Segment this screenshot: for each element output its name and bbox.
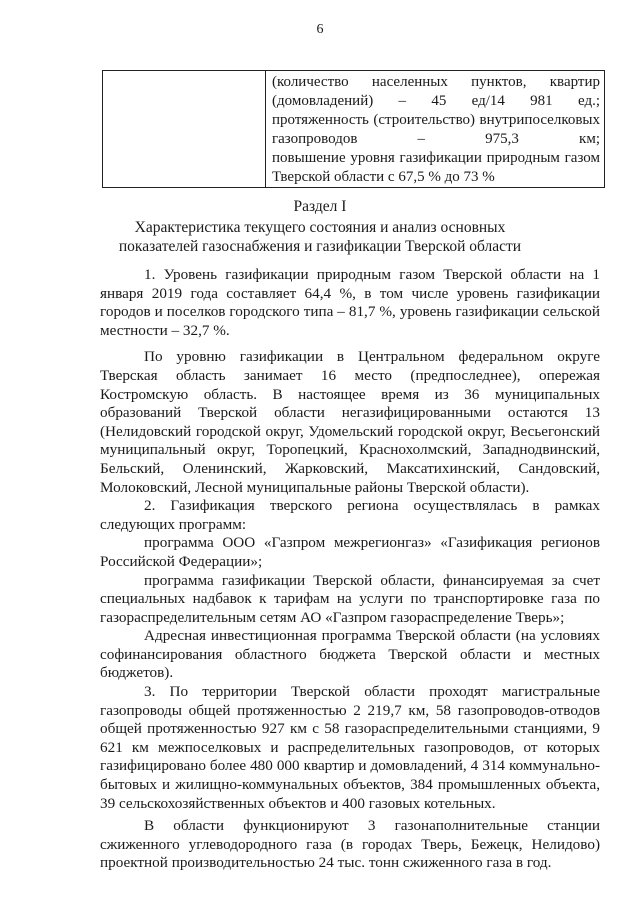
paragraph-gazprom-program: программа ООО «Газпром межрегионгаз» «Газификация регионов Российской Федерации»; (100, 534, 600, 570)
continuation-table (102, 70, 605, 188)
paragraph-investment-program: Адресная инвестиционная программа Тверской области (на условиях софинансирования областного бюджета Тверской области и местных бюджетов). (100, 627, 600, 682)
paragraph-pipelines: 3. По территории Тверской области проходят магистральные газопроводы общей протяженностью 2 219,7 км, 58 газопроводов-отводов общей протяженностью 927 км с 58 газораспределительными станциями, 9 621 км межпоселковых и распределительных газопроводов, от которых газифицировано более 480 000 квартир и домовладений, 4 314 коммунально-бытовых и жилищно-коммунальных объектов, 384 промышленных объекта, 39 сельскохозяйственных объектов и 400 газовых котельных. (100, 683, 600, 812)
table-row (103, 71, 605, 188)
page-number: 6 (316, 22, 324, 37)
paragraph-regional-program: программа газификации Тверской области, финансируемая за счет специальных надбавок к тарифам на услуги по транспортировке газа по газораспределительным сетям АО «Газпром газораспределение Тверь»; (100, 571, 600, 626)
section-heading: Раздел I (293, 198, 347, 215)
indicator-gasification-level: повышение уровня газификации природным газом Тверской области с 67,5 % до 73 % (272, 150, 600, 185)
section-title: Характеристика текущего состояния и анализ основных показателей газоснабжения и газификации Тверской области (118, 219, 522, 255)
indicator-settlements: (количество населенных пунктов, квартир (домовладений) – 45 ед/14 981 ед.; (272, 74, 600, 109)
paragraph-federal-ranking: По уровню газификации в Центральном федеральном округе Тверская область занимает 16 место (предпоследнее), опережая Костромскую область. В настоящее время из 36 муниципальных образований Тверской области негазифицированными остаются 13 (Нелидовский городской округ, Удомельский городской округ, Весьегонский муниципальный округ, Торопецкий, Краснохолмский, Западнодвинский, Бельский, Оленинский, Жарковский, Максатихинский, Сандовский, Молоковский, Лесной муниципальные районы Тверской области). (100, 348, 600, 496)
paragraph-lpg-stations: В области функционируют 3 газонаполнительные станции сжиженного углеводородного газа (в городах Тверь, Бежецк, Нелидово) проектной производительностью 24 тыс. тонн сжиженного газа в год. (100, 817, 600, 872)
table-cell-indicators (266, 71, 605, 188)
body-text (100, 266, 600, 873)
table-cell-empty (103, 71, 266, 188)
paragraph-programs-intro: 2. Газификация тверского региона осуществлялась в рамках следующих программ: (100, 497, 600, 533)
indicator-pipeline-length: протяженность (строительство) внутрипоселковых газопроводов – 975,3 км; (272, 112, 600, 147)
paragraph-gasification-level: 1. Уровень газификации природным газом Тверской области на 1 января 2019 года составляет 64,4 %, в том числе уровень газификации городов и поселков городского типа – 81,7 %, уровень газификации сельской местности – 32,7 %. (100, 266, 600, 339)
